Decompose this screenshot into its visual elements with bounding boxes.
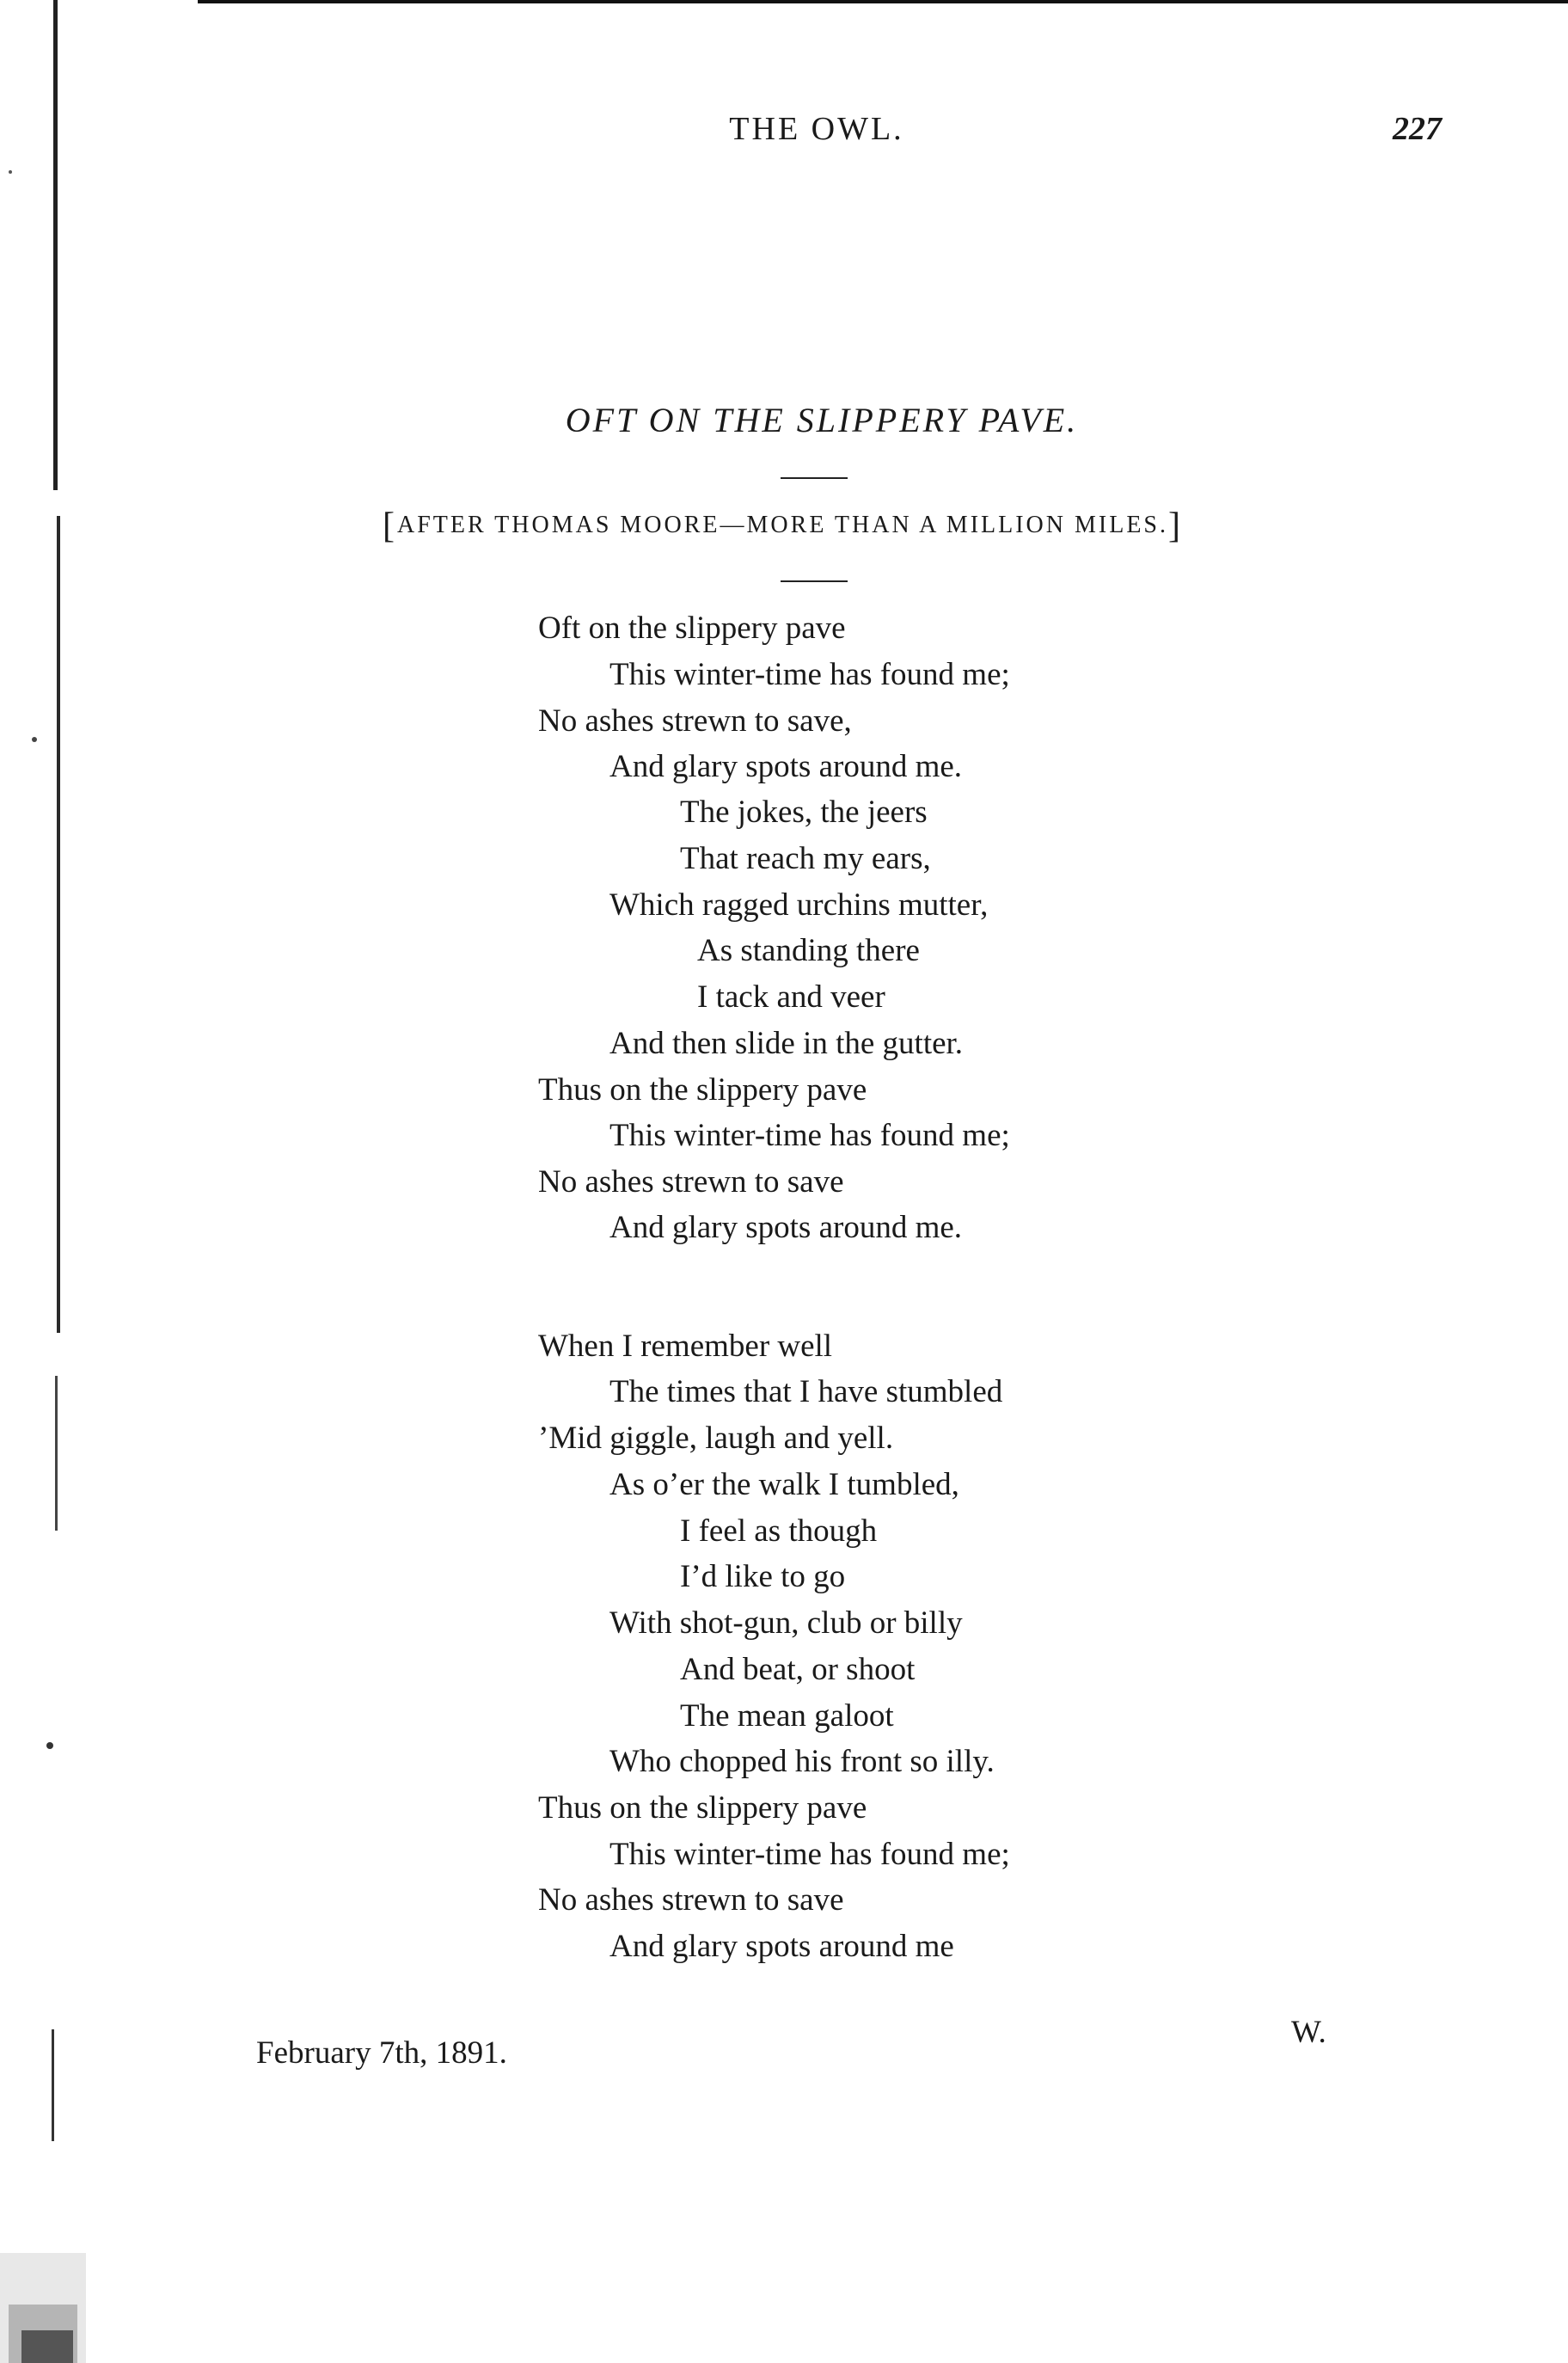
poem-line: That reach my ears, <box>680 841 931 876</box>
poem-line: And beat, or shoot <box>680 1652 916 1687</box>
poem-subtitle <box>383 506 1183 547</box>
poem-line: The mean galoot <box>680 1698 894 1734</box>
subtitle-text: AFTER THOMAS MOORE—MORE THAN A MILLION MILES. <box>397 512 1169 538</box>
poem-line: This winter-time has found me; <box>609 657 1010 692</box>
title-divider <box>781 477 848 479</box>
poem-line: Which ragged urchins mutter, <box>609 887 989 923</box>
poem-line: I tack and veer <box>697 979 885 1015</box>
poem-line: Thus on the slippery pave <box>538 1072 867 1108</box>
close-bracket: ] <box>1168 506 1184 546</box>
poem-line: When I remember well <box>538 1329 833 1364</box>
poem-line: No ashes strewn to save <box>538 1882 844 1918</box>
running-head: THE OWL. <box>729 111 904 147</box>
poem-line: As standing there <box>697 933 920 968</box>
poem-line: No ashes strewn to save <box>538 1164 844 1200</box>
poem-line: As o’er the walk I tumbled, <box>609 1467 959 1502</box>
poem-line: ’Mid giggle, laugh and yell. <box>538 1421 894 1456</box>
poem-line: And glary spots around me. <box>609 1210 963 1245</box>
poem-line: And glary spots around me <box>609 1929 954 1964</box>
subtitle-divider <box>781 580 848 582</box>
page-number: 227 <box>1393 111 1442 147</box>
dateline: February 7th, 1891. <box>256 2035 507 2071</box>
author-signature: W. <box>1291 2015 1326 2050</box>
poem-line: The times that I have stumbled <box>609 1374 1003 1409</box>
poem-line: I feel as though <box>680 1513 878 1549</box>
poem-line: Who chopped his front so illy. <box>609 1744 995 1779</box>
poem-line: No ashes strewn to save, <box>538 703 852 739</box>
poem-line: With shot-gun, club or billy <box>609 1605 963 1641</box>
poem-line: The jokes, the jeers <box>680 795 928 830</box>
poem-line: And then slide in the gutter. <box>609 1026 964 1061</box>
poem-line: And glary spots around me. <box>609 749 963 784</box>
poem-line: This winter-time has found me; <box>609 1837 1010 1872</box>
poem-title: OFT ON THE SLIPPERY PAVE. <box>565 401 1079 439</box>
binding-edge-marks <box>0 0 86 2363</box>
poem-line: This winter-time has found me; <box>609 1118 1010 1153</box>
poem-line: Thus on the slippery pave <box>538 1790 867 1826</box>
top-border-rule <box>198 0 1568 3</box>
open-bracket: [ <box>383 506 397 546</box>
poem-line: Oft on the slippery pave <box>538 611 846 646</box>
poem-line: I’d like to go <box>680 1559 846 1594</box>
